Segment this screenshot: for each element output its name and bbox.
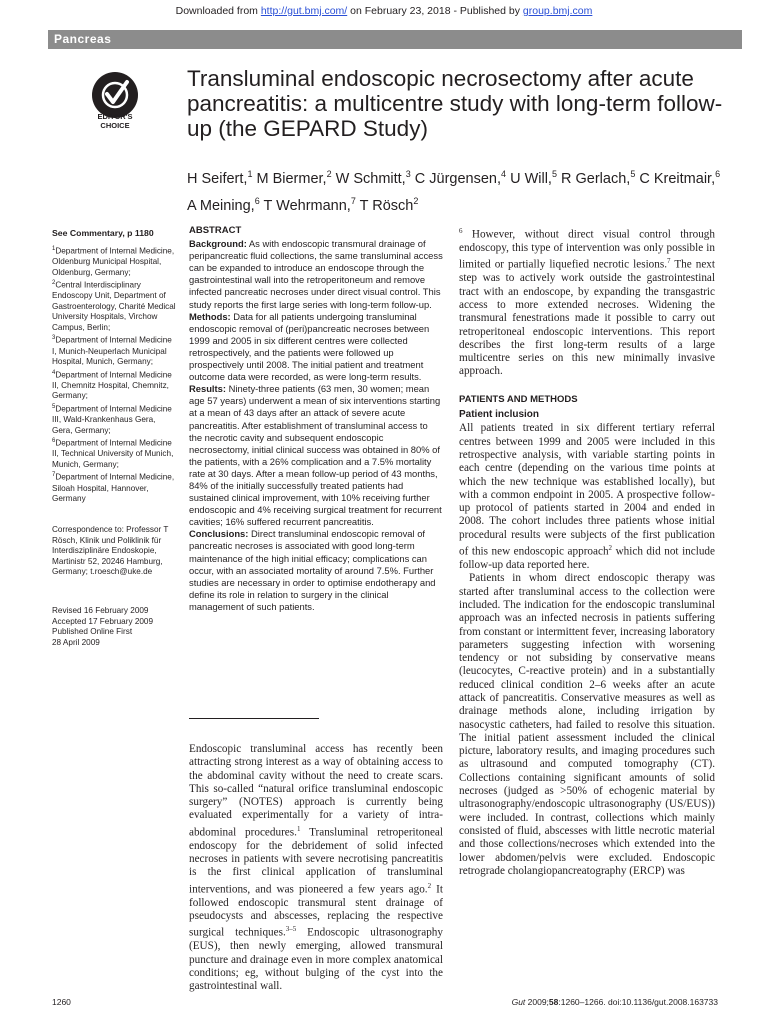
abstract-background: Background: As with endoscopic transmural drainage of peripancreatic fluid collections, the same transluminal access can be expanded to introduce an endoscope through the gastrointestinal wall into the retroperitoneum and remove infected pancreatic necroses under direct visual control. This study reports the first large series with long-term follow-up. (189, 238, 443, 310)
affiliation: $^3$Department of Internal Medicine I, Munich-Neuperlach Municipal Hospital, Munich, Germany; (52, 335, 172, 367)
author: T Wehrmann,$^7$ (263, 195, 356, 214)
affiliation: $^4$Department of Internal Medicine II, Chemnitz Hospital, Chemnitz, Germany; (52, 369, 172, 401)
abstract-conclusions: Conclusions: Direct transluminal endoscopic removal of pancreatic necroses is associated with good long-term maintenance of the high initial efficacy; complications can occur, with an associated mortality of around 7.5%. Further studies are necessary in order to optimise endotherapy and define its role in relation to surgery in the clinical management of such patients. (189, 528, 436, 612)
affiliation: $^2$Central Interdisciplinary Endoscopy Unit, Department of Gastroenterology, Charité Medical University Hospitals, Virchow Campus, Berlin; (52, 280, 176, 332)
page-number: 1260 (52, 997, 71, 1007)
abstract-divider (189, 718, 319, 719)
introduction-text: Endoscopic transluminal access has recently been attracting strong interest as a way of obtaining access to the abdominal cavity without the need to create scars. This so-called “natural orifice transluminal endoscopic surgery” (NOTES) approach is currently being evaluated experimentally for a variety of intra-abdominal procedures.$^1$ Transluminal retroperitoneal endoscopy for the debridement of solid infected necroses in patients with severe necrotising pancreatitis is the first clinical application of transluminal interventions, and was pioneered a few years ago.$^2$ It followed endoscopic transmural stent drainage of pseudocysts and abscesses, replacing the respective surgical techniques.$^{3-5}$ Endoscopic ultrasonography (EUS), then newly emerging, allowed transmural puncture and drainage even in more complex anatomical conditions; eg, without bulging of the cyst into the gastrointestinal wall. (189, 743, 443, 993)
affiliation: $^1$Department of Internal Medicine, Oldenburg Municipal Hospital, Oldenburg, Germany; (52, 246, 175, 277)
author: U Will,$^5$ (510, 169, 557, 187)
correspondence: Correspondence to: Professor T Rösch, Klinik und Poliklinik für Interdisziplinäre Endoskopie, Martinistr 52, 20246 Hamburg, Germany; t.roesch@uke.de (52, 525, 169, 576)
author: A Meining,$^6$ (187, 195, 260, 214)
section-heading: PATIENTS AND METHODS (459, 393, 578, 405)
abstract-results: Results: Ninety-three patients (63 men, 30 women; mean age 57 years) underwent a mean of six interventions starting at a mean of 43 days after an attack of severe acute pancreatitis. After establishment of transluminal access to the necrotic cavity and subsequent endoscopic necrosectomy, initial clinical success was obtained in 80% of the patients, with a 26% complication and a 7.5% mortality rate at 30 days. After a mean follow-up period of 43 months, 84% of the initially successfully treated patients had sustained clinical improvement, with 10% receiving further endoscopic and 4% receiving surgical treatment for recurrent cavities; 16% suffered recurrent pancreatitis. (189, 383, 442, 528)
author: W Schmitt,$^3$ (335, 169, 411, 187)
section-label: Pancreas (54, 32, 112, 46)
subsection-heading: Patient inclusion (459, 409, 540, 421)
author: T Rösch$^2$ (359, 195, 419, 214)
citation: Gut 2009;58:1260–1266. doi:10.1136/gut.2008.163733 (511, 997, 718, 1007)
abstract (189, 225, 443, 613)
author: R Gerlach,$^5$ (561, 169, 636, 187)
section-bar (48, 30, 742, 49)
right-column-text: $^6$ However, without direct visual control through endoscopy, this type of intervention was only possible in limited or partially liquefied necrotic lesions.$^7$ The next step was to actively work outside the gastrointestinal tract with an endoscope, by expanding the transgastric access to more extended necroses. Widening the transmural fenestrations made it possible to carry out retroperitoneal endoscopic interventions. This report describes the first long-term results of a large multicentre series on this new minimally invasive approach. PATIENTS AND METHODS Patient inclusion All patients treated in six different tertiary referral centres between 1999 and 2005 were included in this retrospective analysis, with variable starting points in each centre (depending on the various time points at which the new technique was established locally), but with a common endpoint in 2005. A prospective follow-up protocol of patients started in 2004 and ended in 2008. The cohort includes three patients whose initial procedural results were subjects of the first publication of this new endoscopic approach$^2$ which did not include follow-up data reported here. Patients in whom direct endoscopic therapy was started after transluminal access to the collection were included. The indication for the endoscopic transluminal approach was an infected necrosis in patients suffering from constant or intermittent fever, increasing laboratory parameters suggesting infection with worsening tendency or not subsiding by conservative means (leucocytes, C-reactive protein) and in a substantially reduced clinical condition 2–6 weeks after an acute attack of pancreatitis. Conservative measures as well as drainage methods alone, including irrigation by nasocystic catheters, had failed to resolve this situation. The initial patient assessment included the clinical picture, laboratory results, and imaging procedures such as ultrasound and computed tomography (CT). Collections containing significant amounts of solid necroses (judged as >50% of echogenic material by ultrasonography/endoscopic ultrasonography (US/EUS)) were included. In contrast, collections which mainly consisted of fluid, abscesses with little necrotic material and those collections/necroses which extended into the lower abdomen/pelvis were excluded. Endoscopic retrograde cholangiopancreatography (ERCP) was (459, 227, 715, 877)
abstract-heading: ABSTRACT (189, 225, 242, 236)
commentary-note[interactable]: See Commentary, p 1180 (52, 228, 154, 238)
author: C Jürgensen,$^4$ (414, 169, 507, 187)
abstract-methods: Methods: Data for all patients undergoing transluminal endoscopic removal of (peri)pancreatic necroses between 1999 and 2005 in six different centres were collected retrospectively, and the patients were followed up prospectively until 2008. The initial patient and treatment outcome data were recorded, as were long-term results. (189, 310, 430, 383)
gut-link[interactable]: http://gut.bmj.com/ (260, 5, 348, 17)
checkmark-icon (100, 79, 130, 111)
affiliation: $^5$Department of Internal Medicine III, Wald-Krankenhaus Gera, Gera, Germany; (52, 403, 172, 435)
author: M Biermer,$^2$ (256, 169, 332, 187)
article-title: Transluminal endoscopic necrosectomy after acute pancreatitis: a multicentre study with long-term follow-up (the GEPARD Study) (187, 66, 723, 141)
author-list (187, 163, 747, 217)
affiliation: $^7$Department of Internal Medicine, Siloah Hospital, Hannover, Germany (52, 472, 175, 504)
affiliations (52, 244, 178, 505)
download-banner: Downloaded from http://gut.bmj.com/ on February 23, 2018 - Published by group.bmj.com (175, 5, 593, 17)
author: H Seifert,$^1$ (187, 169, 253, 187)
author: C Kreitmair,$^6$ (639, 169, 721, 187)
editors-choice-label: EDITOR'S CHOICE (97, 112, 133, 130)
affiliation: $^6$Department of Internal Medicine II, Technical University of Munich, Munich, Germany; (52, 438, 174, 469)
publisher-link[interactable]: group.bmj.com (522, 5, 593, 17)
publication-dates: Revised 16 February 2009 Accepted 17 February 2009 Published Online First 28 April 2009 (52, 606, 154, 647)
